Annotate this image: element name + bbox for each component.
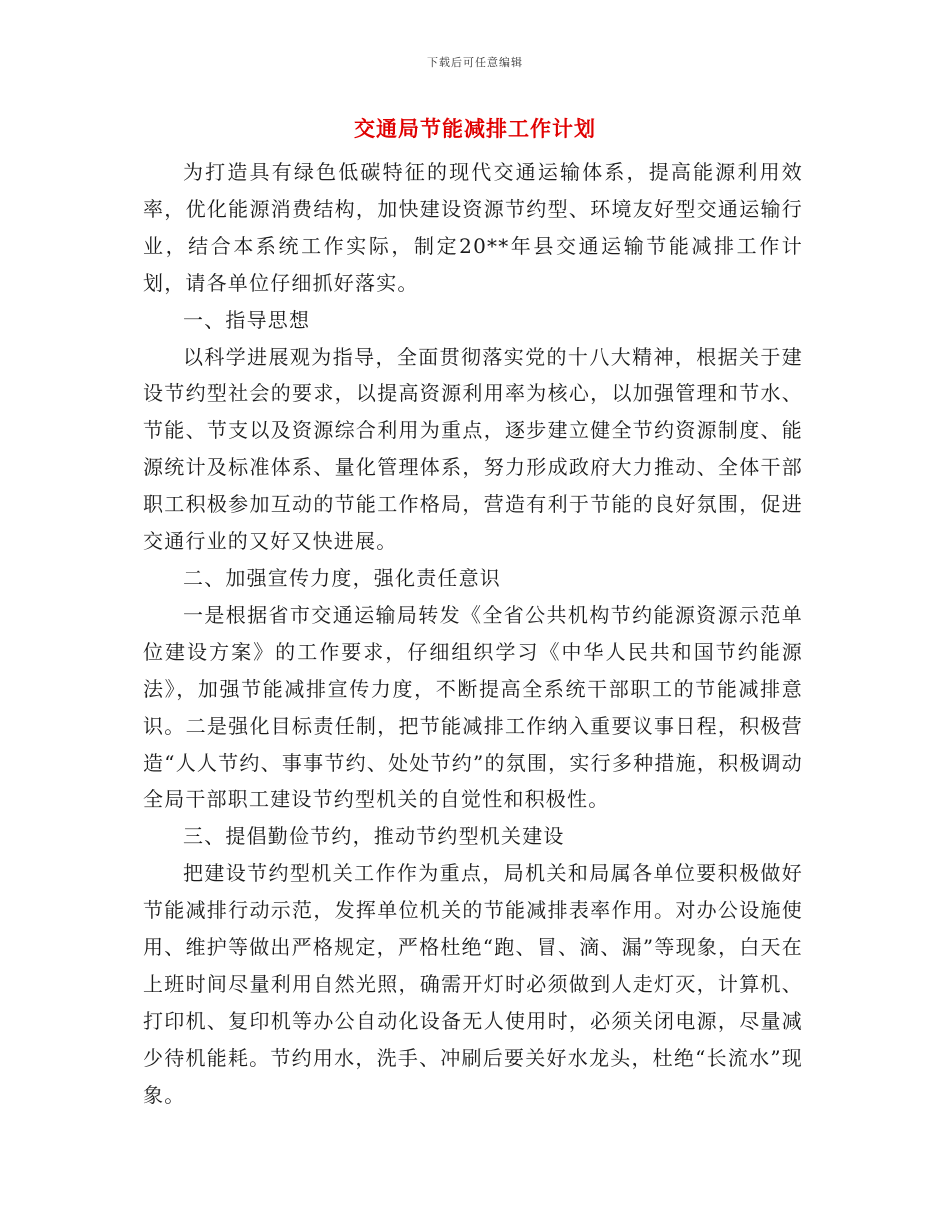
body-paragraph: 以科学进展观为指导，全面贯彻落实党的十八大精神，根据关于建设节约型社会的要求，以提高资源利用率为核心，以加强管理和节水、节能、节支以及资源综合利用为重点，逐步建立健全节约资源制度、能源统计及标准体系、量化管理体系，努力形成政府大力推动、全体干部职工积极参加互动的节能工作格局，营造有利于节能的良好氛围，促进交通行业的又好又快进展。 <box>143 344 803 554</box>
document-title: 交通局节能减排工作计划 <box>354 116 596 141</box>
body-paragraph: 一是根据省市交通运输局转发《全省公共机构节约能源资源示范单位建设方案》的工作要求，仔细组织学习《中华人民共和国节约能源法》，加强节能减排宣传力度，不断提高全系统干部职工的节能减排意识。二是强化目标责任制，把节能减排工作纳入重要议事日程，积极营造“人人节约、事事节约、处处节约”的氛围，实行多种措施，积极调动全局干部职工建设节约型机关的自觉性和积极性。 <box>143 602 803 812</box>
section-heading-publicity: 二、加强宣传力度，强化责任意识 <box>183 565 501 590</box>
intro-paragraph: 为打造具有绿色低碳特征的现代交通运输体系，提高能源利用效率，优化能源消费结构，加快建设资源节约型、环境友好型交通运输行业，结合本系统工作实际，制定20**年县交通运输节能减排工作计划，请各单位仔细抓好落实。 <box>143 160 803 295</box>
section-heading-guiding-ideology: 一、指导思想 <box>183 307 311 332</box>
document-body <box>143 154 803 1114</box>
page-header-note: 下载后可任意编辑 <box>427 56 523 69</box>
section-heading-thrift: 三、提倡勤俭节约，推动节约型机关建设 <box>183 824 565 849</box>
body-paragraph: 把建设节约型机关工作作为重点，局机关和局属各单位要积极做好节能减排行动示范，发挥单位机关的节能减排表率作用。对办公设施使用、维护等做出严格规定，严格杜绝“跑、冒、滴、漏”等现象，白天在上班时间尽量利用自然光照，确需开灯时必须做到人走灯灭，计算机、打印机、复印机等办公自动化设备无人使用时，必须关闭电源，尽量减少待机能耗。节约用水，洗手、冲刷后要关好水龙头，杜绝“长流水”现象。 <box>143 861 803 1107</box>
